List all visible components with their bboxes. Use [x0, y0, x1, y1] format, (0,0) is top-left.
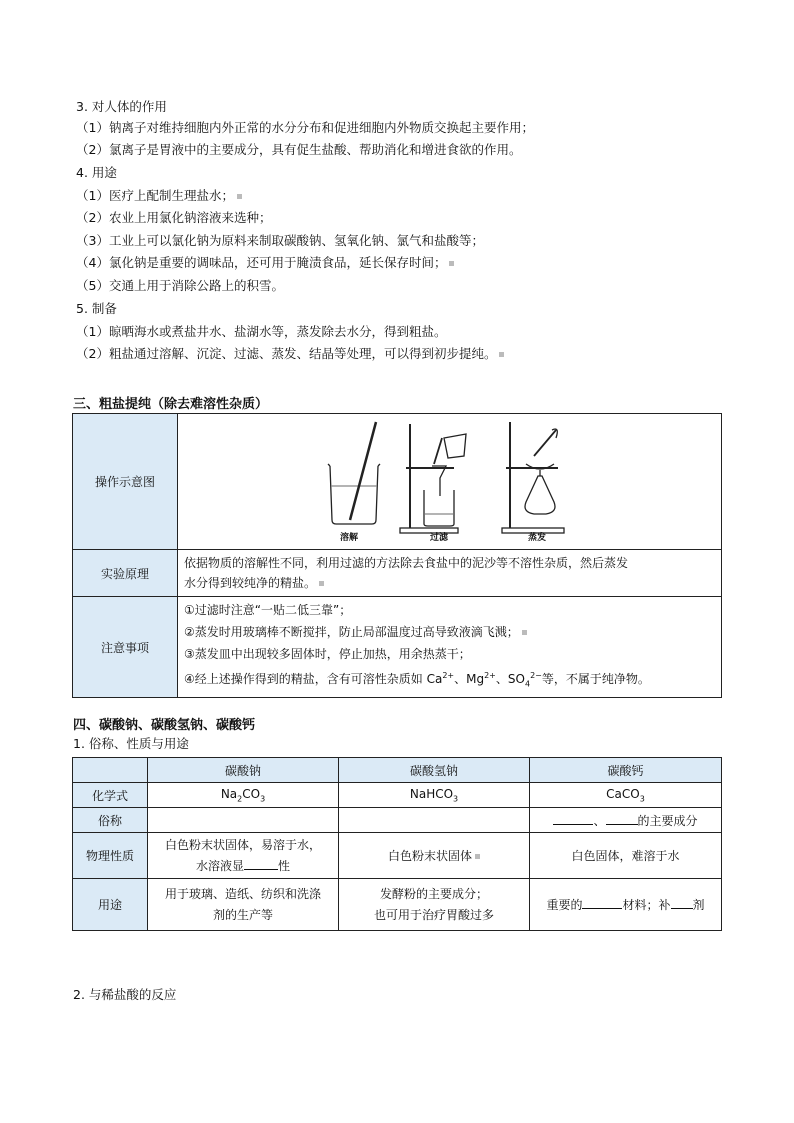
use-nahco3: [339, 879, 530, 931]
note-4-d: 等，不属于纯净物。: [541, 672, 650, 686]
f2b: 3: [453, 794, 459, 804]
so4-charge: 2−: [530, 671, 542, 680]
row-label-formula: 化学式: [73, 783, 148, 808]
caption-filter: 过滤: [429, 533, 448, 543]
so4-subscript: 4: [524, 679, 531, 689]
formula-nahco3: [339, 783, 530, 808]
apparatus-diagram: [320, 416, 580, 544]
principle-text-1: 依据物质的溶解性不同，利用过滤的方法除去食盐中的泥沙等不溶性杂质，然后蒸发: [184, 556, 629, 570]
sec4-line-2: （2）农业上用氯化钠溶液来选种；: [76, 210, 272, 225]
phys-caco3: 白色固体，难溶于水: [530, 833, 722, 879]
stirring-rod-icon: [534, 430, 556, 456]
use-caco3: [530, 879, 722, 931]
sec4-line-4-text: （4）氯化钠是重要的调味品，还可用于腌渍食品，延长保存时间；: [76, 255, 447, 270]
row-label-common-name: 俗称: [73, 808, 148, 833]
sec4-line-3: （3）工业上可以氯化钠为原料来制取碳酸钠、氢氧化钠、氯气和盐酸等；: [76, 233, 484, 248]
part4-sub2: 2. 与稀盐酸的反应: [73, 987, 177, 1002]
principle-text-2: 水分得到较纯净的精盐。: [184, 576, 317, 590]
sec4-line-1-text: （1）医疗上配制生理盐水；: [76, 188, 234, 203]
beaker-icon: [330, 466, 378, 524]
row-label-physical: 物理性质: [73, 833, 148, 879]
use2-line2: 也可用于治疗胃酸过多: [373, 907, 494, 922]
anchor-mark-icon: [449, 261, 454, 266]
note-4-b: 、Mg: [454, 672, 485, 686]
glass-rod-icon: [350, 422, 376, 520]
caption-evaporate: 蒸发: [527, 533, 546, 543]
blank-name-1[interactable]: [553, 812, 593, 825]
use1-line1: 用于玻璃、造纸、纺织和洗涤: [164, 886, 321, 901]
corner-cell: [73, 758, 148, 783]
phys1-line1: 白色粉末状固体，易溶于水，: [164, 837, 321, 852]
note-2-wrap: [184, 621, 715, 643]
apparatus-diagram-cell: [178, 414, 722, 550]
name-nahco3: [339, 808, 530, 833]
sec4-line-5: （5）交通上用于消除公路上的积雪。: [76, 278, 284, 293]
f1d: 3: [260, 794, 266, 804]
row-label-notes: 注意事项: [73, 597, 178, 698]
part3-heading: 三、粗盐提纯（除去难溶性杂质）: [73, 397, 269, 412]
notes-cell: [178, 597, 722, 698]
note-3: ③蒸发皿中出现较多固体时，停止加热，用余热蒸干；: [184, 647, 471, 661]
part4-heading: 四、碳酸钠、碳酸氢钠、碳酸钙: [73, 718, 256, 733]
name-tail: 的主要成分: [637, 813, 698, 828]
sec5-title: 5. 制备: [76, 301, 117, 316]
formula-na2co3: [148, 783, 339, 808]
phys-na2co3: [148, 833, 339, 879]
row-label-diagram: 操作示意图: [73, 414, 178, 550]
f1b: 2: [237, 794, 243, 804]
blank-material[interactable]: [582, 896, 622, 909]
mg-charge: 2+: [484, 671, 496, 680]
phys1-line2: [149, 856, 337, 877]
sec4-line-4: [76, 254, 454, 272]
blank-name-2[interactable]: [606, 812, 638, 825]
f3a: CaCO: [606, 786, 640, 801]
anchor-mark-icon: [499, 352, 504, 357]
alcohol-lamp-icon: [525, 476, 555, 514]
f1a: Na: [220, 786, 238, 801]
anchor-mark-icon: [475, 854, 480, 859]
use1-line2: 剂的生产等: [212, 907, 273, 922]
note-4-a: ④经上述操作得到的精盐，含有可溶性杂质如 Ca: [184, 672, 443, 686]
use3-a: 重要的: [546, 898, 583, 912]
f1c: CO: [242, 786, 261, 801]
col-head-na2co3: 碳酸钠: [148, 758, 339, 783]
sec4-line-1: [76, 187, 242, 205]
sec5-line-2: [76, 345, 504, 363]
anchor-mark-icon: [319, 581, 324, 586]
ca-charge: 2+: [442, 671, 455, 680]
use3-b: 材料；补: [622, 898, 671, 912]
sec3-line-1: （1）钠离子对维持细胞内外正常的水分分布和促进细胞内外物质交换起主要作用；: [76, 120, 534, 135]
col-head-caco3: 碳酸钙: [530, 758, 722, 783]
note-1: ①过滤时注意“一贴二低三靠”；: [184, 603, 352, 617]
sec3-line-2: （2）氯离子是胃液中的主要成分，具有促生盐酸、帮助消化和增进食欲的作用。: [76, 142, 522, 157]
principle-text-2-wrap: [184, 573, 715, 593]
note-2: ②蒸发时用玻璃棒不断搅拌，防止局部温度过高导致液滴飞溅；: [184, 625, 519, 639]
caption-dissolve: 溶解: [339, 533, 358, 543]
receiving-beaker-icon: [424, 490, 454, 526]
f3b: 3: [639, 794, 645, 804]
carbonates-table: [72, 757, 722, 931]
note-4: [184, 665, 715, 695]
sec5-line-2-text: （2）粗盐通过溶解、沉淀、过滤、蒸发、结晶等处理，可以得到初步提纯。: [76, 346, 497, 361]
phys-nahco3: [339, 833, 530, 879]
formula-caco3: [530, 783, 722, 808]
part4-sub1: 1. 俗称、性质与用途: [73, 736, 189, 751]
blank-supplement[interactable]: [671, 896, 693, 909]
name-sep: 、: [593, 813, 606, 828]
name-caco3: [530, 808, 722, 833]
blank-solution-ph[interactable]: [244, 857, 278, 870]
anchor-mark-icon: [237, 194, 242, 199]
row-label-uses: 用途: [73, 879, 148, 931]
principle-cell: [178, 550, 722, 597]
sec4-title: 4. 用途: [76, 165, 117, 180]
row-label-principle: 实验原理: [73, 550, 178, 597]
use3-c: 剂: [692, 898, 705, 912]
f2a: NaHCO: [409, 786, 454, 801]
phys2-text: 白色粉末状固体: [387, 849, 472, 863]
note-4-c: 、SO: [495, 672, 525, 686]
sec3-title: 3. 对人体的作用: [76, 99, 167, 114]
pouring-beaker-icon: [444, 434, 466, 458]
purification-table: [72, 413, 722, 698]
name-na2co3: [148, 808, 339, 833]
phys1-l2a: 水溶液显: [195, 858, 244, 873]
use2-line1: 发酵粉的主要成分；: [379, 886, 488, 901]
use-na2co3: [148, 879, 339, 931]
funnel-icon: [432, 466, 446, 496]
phys1-l2b: 性: [278, 858, 291, 873]
sec5-line-1: （1）晾晒海水或煮盐井水、盐湖水等，蒸发除去水分，得到粗盐。: [76, 324, 447, 339]
col-head-nahco3: 碳酸氢钠: [339, 758, 530, 783]
anchor-mark-icon: [522, 630, 527, 635]
